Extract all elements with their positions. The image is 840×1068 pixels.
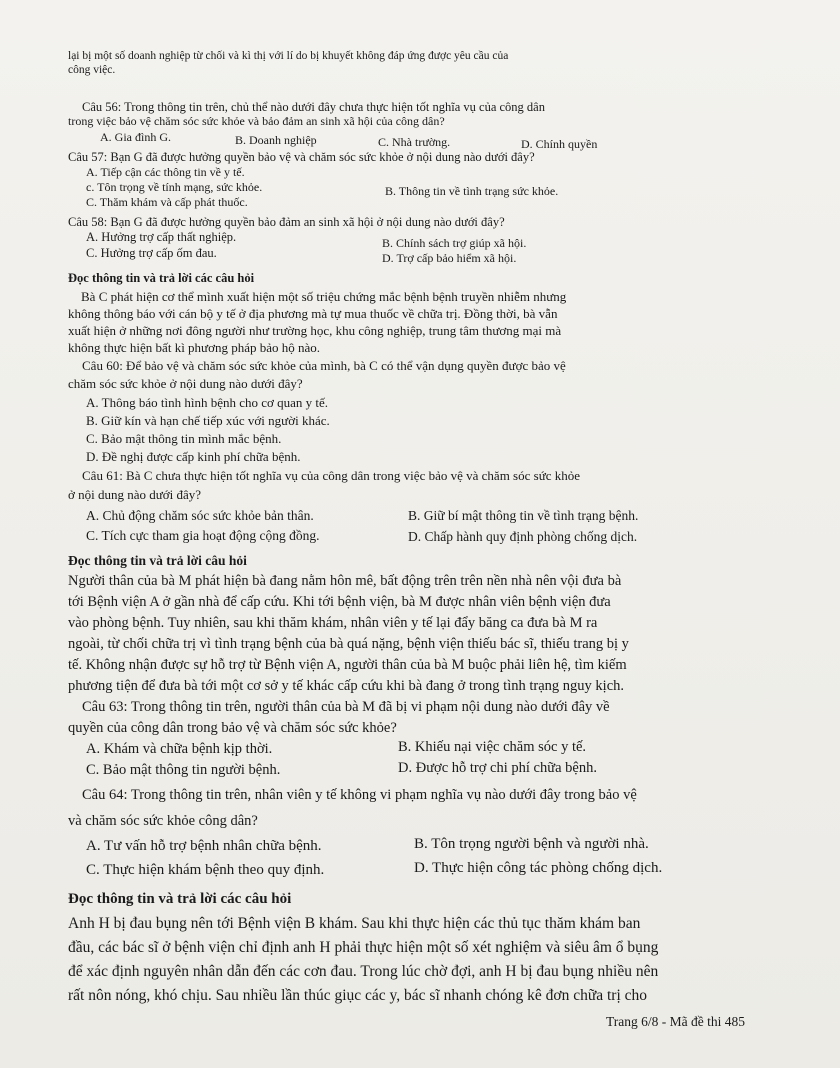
q60-stem-1: Câu 60: Để bảo vệ và chăm sóc sức khỏe của mình, bà C có thể vận dụng quyền được bảo vệ [82, 358, 566, 373]
q58-option-c[interactable]: C. Hưởng trợ cấp ốm đau. [86, 246, 217, 260]
reading-2-line-3: vào phòng bệnh. Tuy nhiên, sau khi thăm khám, nhân viên y tế lại đẩy băng ca đưa bà M ra [68, 615, 598, 631]
q64-option-d[interactable]: D. Thực hiện công tác phòng chống dịch. [414, 860, 663, 876]
q60-option-b[interactable]: B. Giữ kín và hạn chế tiếp xúc với người khác. [86, 413, 330, 428]
q64-option-c[interactable]: C. Thực hiện khám bệnh theo quy định. [86, 862, 325, 878]
q56-option-b[interactable]: B. Doanh nghiệp [235, 133, 317, 147]
q56-option-a[interactable]: A. Gia đình G. [100, 130, 171, 144]
q60-option-d[interactable]: D. Đề nghị được cấp kinh phí chữa bệnh. [86, 449, 301, 464]
page-footer: Trang 6/8 - Mã đề thi 485 [606, 1014, 745, 1029]
q57-option-b[interactable]: B. Thông tin về tình trạng sức khỏe. [385, 184, 559, 198]
reading-1-line-2: không thông báo với cán bộ y tế ở địa phương mà tự mua thuốc về chữa trị. Đồng thời, bà vẫn [68, 306, 558, 321]
q61-stem-2: ở nội dung nào dưới đây? [68, 487, 202, 502]
reading-1-title: Đọc thông tin và trả lời các câu hỏi [68, 271, 255, 285]
reading-2-line-4: ngoài, từ chối chữa trị vì tình trạng bệnh của bà quá nặng, bệnh viện thiếu bác sĩ, thiếu trang bị y [68, 636, 629, 652]
q57-option-c[interactable]: C. Thăm khám và cấp phát thuốc. [86, 195, 248, 209]
reading-1-line-4: không thực hiện bất kì phương pháp bảo hộ nào. [68, 340, 321, 355]
q60-option-c[interactable]: C. Bảo mật thông tin mình mắc bệnh. [86, 431, 282, 446]
q57-option-a[interactable]: A. Tiếp cận các thông tin về y tế. [86, 165, 245, 179]
reading-2-line-6: phương tiện để đưa bà tới một cơ sở y tế khác cấp cứu khi bà đang ở trong tình trạng nguy kịch. [68, 678, 624, 694]
q63-option-c[interactable]: C. Bảo mật thông tin người bệnh. [86, 762, 281, 778]
q58-option-a[interactable]: A. Hưởng trợ cấp thất nghiệp. [86, 230, 237, 244]
q58-stem: Câu 58: Bạn G đã được hưởng quyền bảo đảm an sinh xã hội ở nội dung nào dưới đây? [68, 215, 505, 229]
q61-option-c[interactable]: C. Tích cực tham gia hoạt động cộng đồng. [86, 528, 320, 543]
reading-3-line-4: rất nôn nóng, khó chịu. Sau nhiều lần thúc giục các y, bác sĩ nhanh chóng kê đơn chữa trị cho [68, 987, 648, 1004]
reading-2-line-5: tế. Không nhận được sự hỗ trợ từ Bệnh viện A, người thân của bà M buộc phải liên hệ, tìm kiếm [68, 657, 627, 673]
reading-1-line-1: Bà C phát hiện cơ thể mình xuất hiện một số triệu chứng mắc bệnh bệnh truyền nhiễm nhưng [81, 289, 567, 304]
q64-option-b[interactable]: B. Tôn trọng người bệnh và người nhà. [414, 836, 649, 852]
reading-3-title: Đọc thông tin và trả lời các câu hỏi [68, 891, 292, 907]
reading-3-line-3: để xác định nguyên nhân dẫn đến các cơn đau. Trong lúc chờ đợi, anh H bị đau bụng nhiều nên [68, 963, 659, 980]
intro-line-1: lại bị một số doanh nghiệp từ chối và kì thị với lí do bị khuyết không đáp ứng được yêu cầu của [68, 50, 509, 62]
q63-stem-1: Câu 63: Trong thông tin trên, người thân của bà M đã bị vi phạm nội dung nào dưới đây về [82, 699, 610, 715]
q61-option-a[interactable]: A. Chủ động chăm sóc sức khỏe bản thân. [86, 508, 314, 523]
reading-2-line-2: tới Bệnh viện A ở gần nhà để cấp cứu. Khi tới bệnh viện, bà M được nhân viên bệnh viện đưa [68, 594, 611, 610]
q61-stem-1: Câu 61: Bà C chưa thực hiện tốt nghĩa vụ của công dân trong việc bảo vệ và chăm sóc sức khỏe [82, 468, 581, 483]
intro-line-2: công việc. [68, 64, 116, 76]
q63-option-a[interactable]: A. Khám và chữa bệnh kịp thời. [86, 741, 273, 757]
q61-option-b[interactable]: B. Giữ bí mật thông tin về tình trạng bệnh. [408, 508, 639, 523]
reading-3-line-2: đầu, các bác sĩ ở bệnh viện chỉ định anh H phải thực hiện một số xét nghiệm và siêu âm ổ bụng [68, 939, 659, 956]
q56-stem-1 [82, 101, 545, 115]
q56-option-c[interactable]: C. Nhà trường. [378, 135, 451, 149]
reading-2-title: Đọc thông tin và trả lời câu hỏi [68, 553, 247, 568]
q60-option-a[interactable]: A. Thông báo tình hình bệnh cho cơ quan y tế. [86, 395, 329, 410]
q63-option-d[interactable]: D. Được hỗ trợ chi phí chữa bệnh. [398, 760, 597, 776]
reading-3-line-1: Anh H bị đau bụng nên tới Bệnh viện B khám. Sau khi thực hiện các thủ tục thăm khám ban [68, 915, 641, 932]
q64-stem-1: Câu 64: Trong thông tin trên, nhân viên y tế không vi phạm nghĩa vụ nào dưới đây trong bảo vệ [82, 787, 637, 803]
q57-stem: Câu 57: Bạn G đã được hưởng quyền bảo vệ và chăm sóc sức khỏe ở nội dung nào dưới đây? [68, 150, 535, 164]
q64-stem-2: và chăm sóc sức khỏe công dân? [68, 813, 258, 829]
q63-option-b[interactable]: B. Khiếu nại việc chăm sóc y tế. [398, 739, 587, 755]
reading-2-line-1: Người thân của bà M phát hiện bà đang nằm hôn mê, bất động trên trên nền nhà nên vội đưa bà [68, 573, 622, 589]
q56-stem-2: trong việc bảo vệ chăm sóc sức khỏe và bảo đảm an sinh xã hội của công dân? [68, 114, 445, 128]
q61-option-d[interactable]: D. Chấp hành quy định phòng chống dịch. [408, 529, 638, 544]
q56-text: Câu 56: Trong thông tin trên, chủ thể nào dưới đây chưa thực hiện tốt nghĩa vụ của công dân [82, 100, 545, 114]
q58-option-b[interactable]: B. Chính sách trợ giúp xã hội. [382, 236, 527, 250]
q58-option-d[interactable]: D. Trợ cấp bảo hiểm xã hội. [382, 251, 517, 265]
q60-stem-2: chăm sóc sức khỏe ở nội dung nào dưới đây? [68, 376, 303, 391]
q63-stem-2: quyền của công dân trong bảo vệ và chăm sóc sức khỏe? [68, 720, 397, 736]
q64-option-a[interactable]: A. Tư vấn hỗ trợ bệnh nhân chữa bệnh. [86, 838, 322, 854]
reading-1-line-3: xuất hiện ở những nơi đông người như trường học, khu công nghiệp, trung tâm thương mại mà [68, 323, 562, 338]
q57-option-c-lower[interactable]: c. Tôn trọng về tính mạng, sức khỏe. [86, 180, 263, 194]
q56-option-d[interactable]: D. Chính quyền [521, 137, 598, 151]
